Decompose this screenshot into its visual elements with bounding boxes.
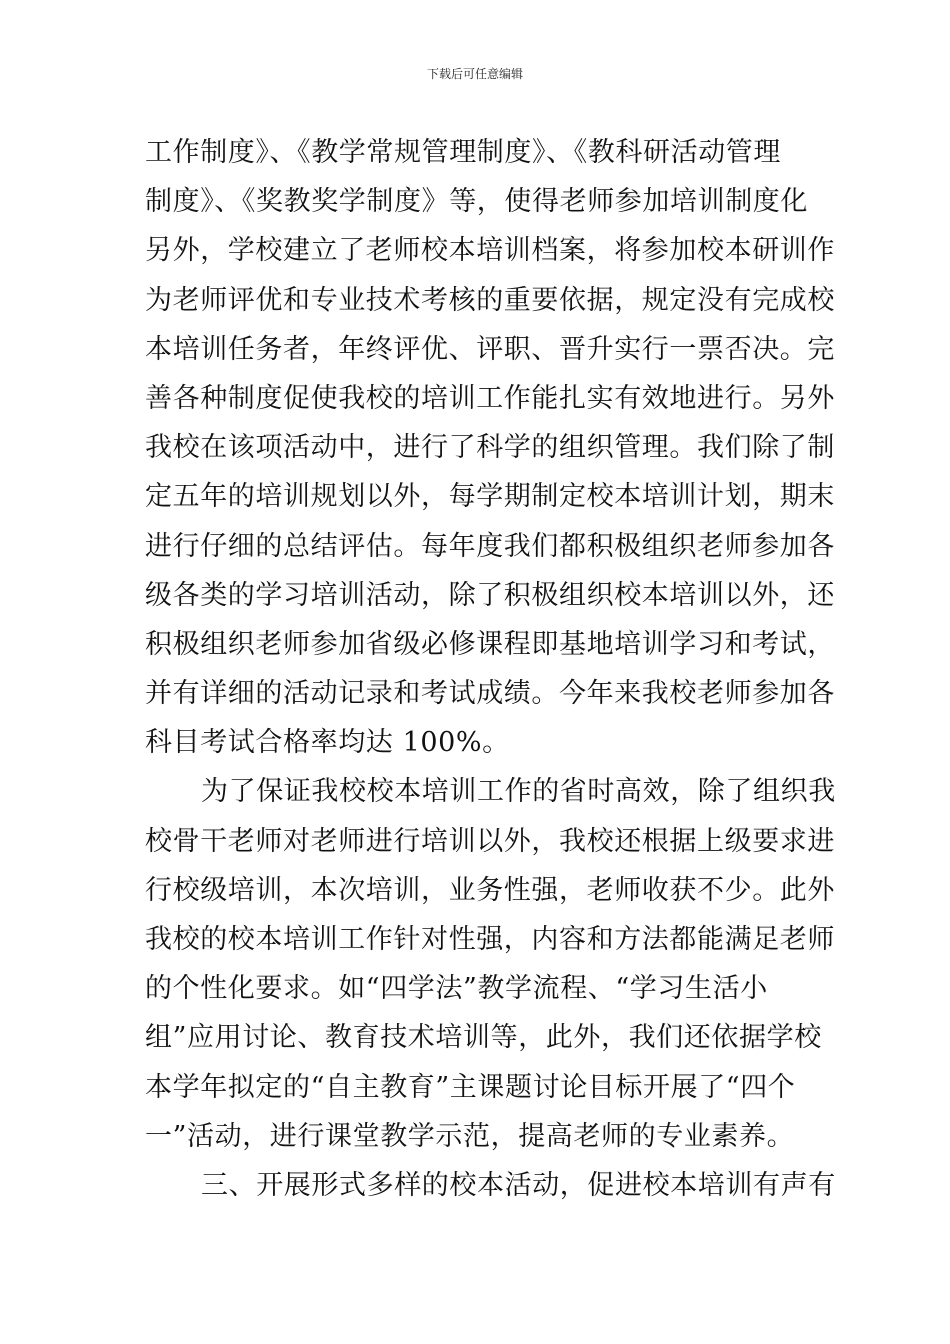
text-line: 定五年的培训规划以外，每学期制定校本培训计划，期末: [145, 481, 835, 513]
text-line: 一”活动，进行课堂教学示范，提高老师的专业素养。: [145, 1120, 795, 1152]
text-line: 工作制度》、《教学常规管理制度》、《教科研活动管理: [145, 137, 781, 168]
text-line: 进行仔细的总结评估。每年度我们都积极组织老师参加各: [145, 530, 835, 562]
text-line: 本培训任务者，年终评优、评职、晋升实行一票否决。完: [145, 333, 835, 365]
text-line: 行校级培训，本次培训，业务性强，老师收获不少。此外: [145, 874, 835, 906]
text-line: 积极组织老师参加省级必修课程即基地培训学习和考试，: [145, 628, 835, 660]
text-line: 的个性化要求。如“四学法”教学流程、“学习生活小: [145, 973, 768, 1005]
text-line: 三、开展形式多样的校本活动，促进校本培训有声有: [201, 1169, 836, 1201]
text-line: 科目考试合格率均达 100%。: [145, 727, 510, 759]
text-line: 并有详细的活动记录和考试成绩。今年来我校老师参加各: [145, 678, 835, 710]
text-line: 我校在该项活动中，进行了科学的组织管理。我们除了制: [145, 432, 835, 464]
page-header: 下载后可任意编辑: [426, 67, 523, 81]
text-line: 善各种制度促使我校的培训工作能扎实有效地进行。另外: [145, 382, 835, 414]
document-body: [145, 128, 836, 1210]
text-line: 为老师评优和专业技术考核的重要依据，规定没有完成校: [145, 284, 835, 316]
text-line: 本学年拟定的“自主教育”主课题讨论目标开展了“四个: [145, 1071, 796, 1103]
text-line: 为了保证我校校本培训工作的省时高效，除了组织我: [201, 776, 836, 808]
text-line: 制度》、《奖教奖学制度》等，使得老师参加培训制度化: [145, 186, 808, 218]
text-line: 我校的校本培训工作针对性强，内容和方法都能满足老师: [145, 924, 835, 955]
text-line: 校骨干老师对老师进行培训以外，我校还根据上级要求进: [145, 825, 835, 857]
text-line: 级各类的学习培训活动，除了积极组织校本培训以外，还: [145, 579, 835, 611]
text-line: 组”应用讨论、教育技术培训等，此外，我们还依据学校: [145, 1022, 822, 1054]
text-line: 另外，学校建立了老师校本培训档案，将参加校本研训作: [145, 235, 835, 267]
